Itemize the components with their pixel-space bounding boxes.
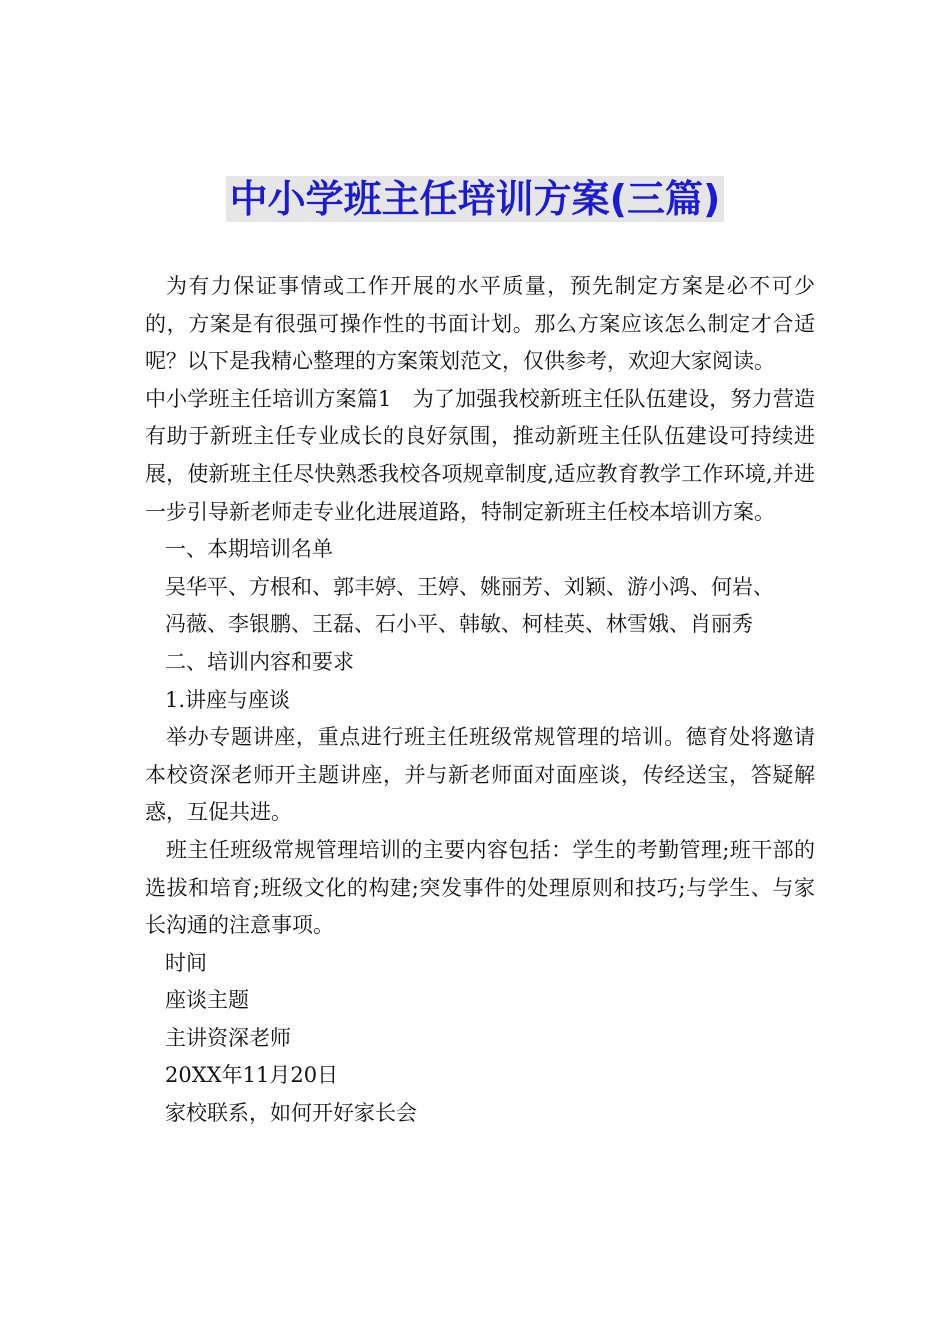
document-title: 中小学班主任培训方案(三篇) [226,176,725,222]
table-row-topic: 家校联系，如何开好家长会 [165,1101,417,1126]
lecture-paragraph: 举办专题讲座，重点进行班主任班级常规管理的培训。德育处将邀请本校资深老师开主题讲座，并与新老师面对面座谈，传经送宝，答疑解惑，互促共进。 [145,725,815,825]
topics-paragraph: 班主任班级常规管理培训的主要内容包括：学生的考勤管理;班干部的选拔和培育;班级文化的构建;突发事件的处理原则和技巧;与学生、与家长沟通的注意事项。 [145,837,815,938]
heading-training-content: 二、培训内容和要求 [165,649,354,674]
table-label-speaker: 主讲资深老师 [165,1025,291,1050]
title-container [0,176,950,222]
subheading-lecture: 1.讲座与座谈 [165,687,291,712]
heading-training-list: 一、本期培训名单 [165,537,333,562]
table-label-topic: 座谈主题 [165,988,249,1013]
names-line-2: 冯薇、李银鹏、王磊、石小平、韩敏、柯桂英、林雪娥、肖丽秀 [165,612,753,637]
document-body [145,268,815,1133]
table-row-date: 20XX年11月20日 [165,1063,339,1088]
section1-opening-paragraph: 中小学班主任培训方案篇1 为了加强我校新班主任队伍建设，努力营造有助于新班主任专业成长的良好氛围，推动新班主任队伍建设可持续进展，使新班主任尽快熟悉我校各项规章制度,适应教育教学工作环境,并进一步引导新老师走专业化进展道路，特制定新班主任校本培训方案。 [145,386,815,524]
intro-paragraph: 为有力保证事情或工作开展的水平质量，预先制定方案是必不可少的，方案是有很强可操作性的书面计划。那么方案应该怎么制定才合适呢？以下是我精心整理的方案策划范文，仅供参考，欢迎大家阅读。 [145,274,815,374]
table-label-time: 时间 [165,950,207,975]
names-line-1: 吴华平、方根和、郭丰婷、王婷、姚丽芳、刘颖、游小鸿、何岩、 [165,574,774,599]
